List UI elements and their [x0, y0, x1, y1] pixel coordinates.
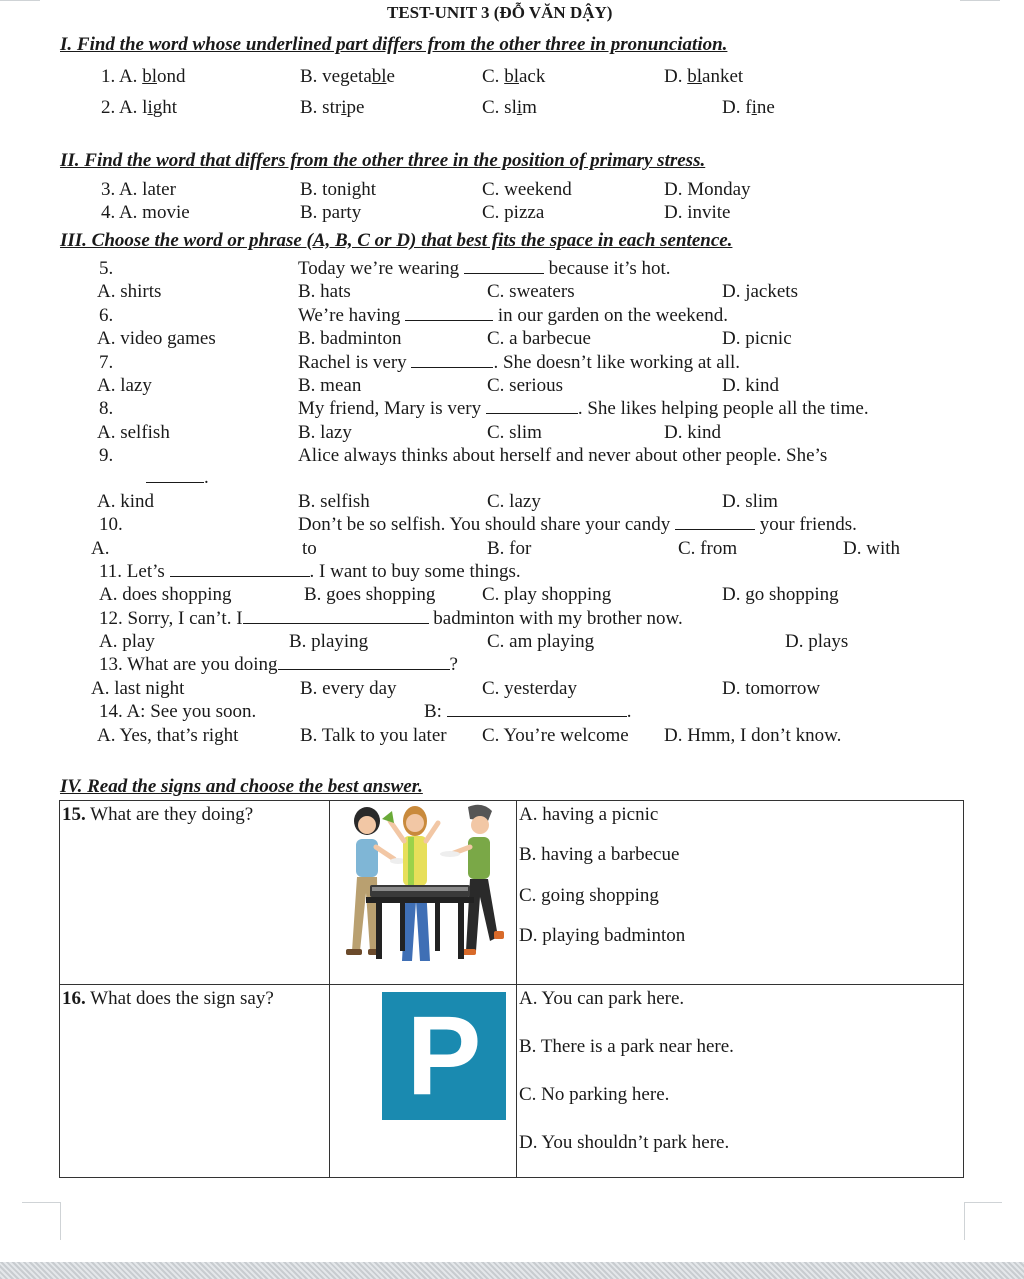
q1-option-d: D. blanket — [664, 66, 744, 87]
q10-number: 10. — [99, 514, 123, 535]
q12-sentence: 12. Sorry, I can’t. I badminton with my brother now. — [99, 608, 683, 629]
q15-option-d: D. playing badminton — [519, 925, 686, 946]
q15-picture-cell — [330, 801, 517, 985]
q10-option-c: C. from — [678, 538, 738, 559]
q8-number: 8. — [99, 398, 114, 419]
q5-sentence: Today we’re wearing because it’s hot. — [298, 258, 671, 279]
q12-option-a: A. play — [99, 631, 155, 652]
q15-question-cell — [60, 801, 330, 985]
q12-option-d: D. plays — [785, 631, 849, 652]
q15-options-cell — [517, 801, 964, 985]
q13-option-c: C. yesterday — [482, 678, 577, 699]
q16-picture-cell — [330, 985, 517, 1178]
q6-option-d: D. picnic — [722, 328, 792, 349]
q6-option-b: B. badminton — [298, 328, 402, 349]
q6-number: 6. — [99, 305, 114, 326]
q13-option-d: D. tomorrow — [722, 678, 821, 699]
q9-option-a: A. kind — [97, 491, 154, 512]
q11-option-b: B. goes shopping — [304, 584, 436, 605]
q9-number: 9. — [99, 445, 114, 466]
q6-option-a: A. video games — [97, 328, 216, 349]
q14-response: B: . — [424, 701, 632, 722]
q13-sentence: 13. What are you doing ? — [99, 654, 458, 675]
q16-option-d: D. You shouldn’t park here. — [519, 1132, 730, 1153]
q15-row — [60, 801, 964, 985]
q14-option-b: B. Talk to you later — [300, 725, 447, 746]
q10-option-a-letter: A. — [91, 538, 110, 559]
barbecue-illustration — [330, 801, 516, 979]
q7-number: 7. — [99, 352, 114, 373]
q11-sentence: 11. Let’s . I want to buy some things. — [99, 561, 521, 582]
q16-options-cell — [517, 985, 964, 1178]
q15-option-c: C. going shopping — [519, 885, 659, 906]
q4-option-c: C. pizza — [482, 202, 545, 223]
q2-option-c: C. slim — [482, 97, 537, 118]
q10-option-a-text: to — [302, 538, 317, 559]
corner-mark-right-h — [964, 1202, 1002, 1203]
q11-option-d: D. go shopping — [722, 584, 839, 605]
q7-option-b: B. mean — [298, 375, 362, 396]
q8-option-d: D. kind — [664, 422, 721, 443]
q11-option-a: A. does shopping — [99, 584, 232, 605]
corner-mark-left-v — [60, 1202, 61, 1240]
q5-option-b: B. hats — [298, 281, 351, 302]
q3-option-b: B. tonight — [300, 179, 377, 200]
q2-option-b: B. stripe — [300, 97, 365, 118]
q13-option-a: A. last night — [91, 678, 185, 699]
bottom-edge-bar — [0, 1262, 1024, 1279]
parking-sign-icon — [382, 992, 506, 1120]
q1-option-a: 1. A. blond — [101, 66, 186, 87]
section-4-heading: IV. Read the signs and choose the best answer. — [60, 776, 423, 797]
q8-option-b: B. lazy — [298, 422, 352, 443]
q11-option-c: C. play shopping — [482, 584, 612, 605]
q1-option-c: C. black — [482, 66, 546, 87]
q12-option-c: C. am playing — [487, 631, 595, 652]
q7-sentence: Rachel is very . She doesn’t like working at all. — [298, 352, 741, 373]
q14-option-a: A. Yes, that’s right — [97, 725, 239, 746]
corner-mark-right-v — [964, 1202, 965, 1240]
parking-sign-letter: P — [406, 993, 482, 1118]
q14-option-c: C. You’re welcome — [482, 725, 629, 746]
q10-option-b: B. for — [487, 538, 532, 559]
q2-option-a: 2. A. light — [101, 97, 178, 118]
q10-sentence: Don’t be so selfish. You should share your candy your friends. — [298, 514, 857, 535]
girl-middle-figure — [382, 806, 438, 961]
q16-row — [60, 985, 964, 1178]
q5-option-c: C. sweaters — [487, 281, 575, 302]
q1-option-b: B. vegetable — [300, 66, 395, 87]
q7-option-c: C. serious — [487, 375, 563, 396]
q3-option-c: C. weekend — [482, 179, 572, 200]
q8-sentence: My friend, Mary is very . She likes helping people all the time. — [298, 398, 869, 419]
q15-option-a: A. having a picnic — [519, 804, 659, 825]
q16-question: 16. What does the sign say? — [62, 988, 274, 1009]
q2-option-d: D. fine — [722, 97, 775, 118]
q5-number: 5. — [99, 258, 114, 279]
q14-prompt: 14. A: See you soon. — [99, 701, 257, 722]
q3-option-d: D. Monday — [664, 179, 751, 200]
q16-question-cell — [60, 985, 330, 1178]
signs-table — [59, 800, 964, 1178]
q5-option-a: A. shirts — [97, 281, 162, 302]
page-title: TEST-UNIT 3 (ĐỖ VĂN DẬY) — [387, 3, 613, 22]
q16-option-a: A. You can park here. — [519, 988, 685, 1009]
q15-option-b: B. having a barbecue — [519, 844, 680, 865]
section-2-heading: II. Find the word that differs from the other three in the position of primary stress. — [60, 150, 706, 171]
q16-option-b: B. There is a park near here. — [519, 1036, 734, 1057]
q4-option-a: 4. A. movie — [101, 202, 190, 223]
q7-option-d: D. kind — [722, 375, 779, 396]
q4-option-b: B. party — [300, 202, 362, 223]
q8-option-a: A. selfish — [97, 422, 170, 443]
q9-option-b: B. selfish — [298, 491, 370, 512]
q9-option-c: C. lazy — [487, 491, 541, 512]
boy-right-figure — [440, 805, 504, 955]
q6-option-c: C. a barbecue — [487, 328, 591, 349]
corner-mark-top-right — [960, 0, 1000, 1]
q12-option-b: B. playing — [289, 631, 369, 652]
q7-option-a: A. lazy — [97, 375, 152, 396]
q6-sentence: We’re having in our garden on the weekend. — [298, 305, 728, 326]
section-3-heading: III. Choose the word or phrase (A, B, C or D) that best fits the space in each sentence. — [60, 230, 733, 251]
q8-option-c: C. slim — [487, 422, 542, 443]
q5-option-d: D. jackets — [722, 281, 798, 302]
corner-mark-top-left — [0, 0, 40, 1]
q14-option-d: D. Hmm, I don’t know. — [664, 725, 842, 746]
q13-option-b: B. every day — [300, 678, 397, 699]
q3-option-a: 3. A. later — [101, 179, 176, 200]
section-1-heading: I. Find the word whose underlined part differs from the other three in pronunciation. — [60, 34, 728, 55]
q15-question: 15. What are they doing? — [62, 804, 254, 825]
q16-option-c: C. No parking here. — [519, 1084, 670, 1105]
corner-mark-left-h — [22, 1202, 60, 1203]
q9-option-d: D. slim — [722, 491, 778, 512]
q10-option-d: D. with — [843, 538, 900, 559]
q9-blank: . — [146, 467, 209, 489]
q4-option-d: D. invite — [664, 202, 731, 223]
q9-sentence: Alice always thinks about herself and never about other people. She’s — [298, 445, 828, 466]
